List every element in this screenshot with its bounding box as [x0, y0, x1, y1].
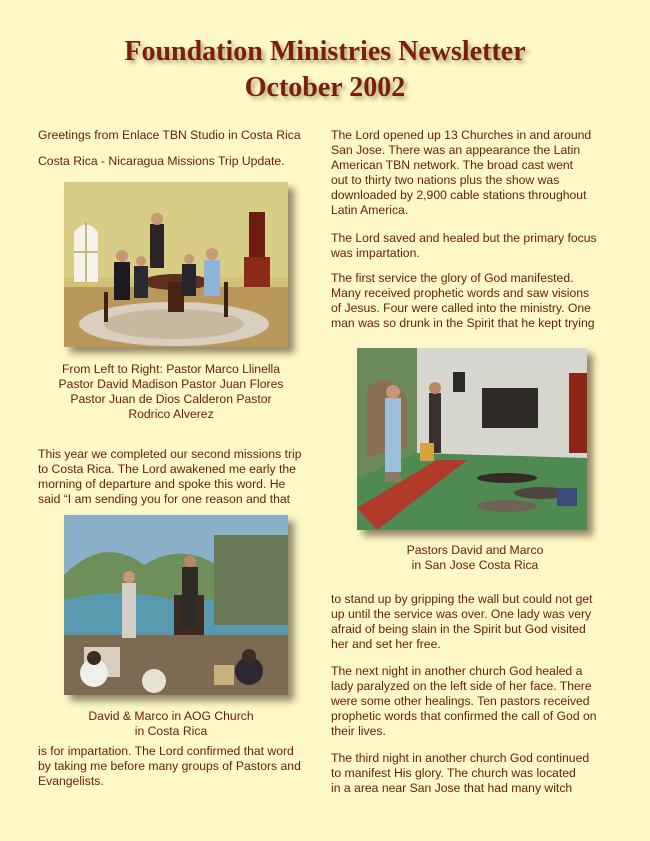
studio-photo-caption	[36, 362, 306, 422]
text-line: was impartation.	[331, 246, 420, 260]
text-line: Many received prophetic words and saw visions	[331, 286, 590, 300]
text-line: afraid of being slain in the Spirit but God visited	[331, 622, 586, 636]
aog-church-photo	[64, 515, 288, 695]
right-paragraph-3	[331, 271, 595, 331]
left-paragraph-1	[38, 447, 302, 507]
right-paragraph-4	[331, 592, 593, 652]
studio-photo	[64, 182, 288, 347]
text-line: her and set her free.	[331, 637, 441, 651]
caption-line: From Left to Right: Pastor Marco Llinella	[61, 362, 281, 376]
text-line: The Lord saved and healed but the primary focus	[331, 231, 597, 245]
text-line: of Jesus. Four were called into the ministry. One	[331, 301, 591, 315]
text-line: their lives.	[331, 724, 386, 738]
text-line: Latin America.	[331, 203, 409, 217]
right-paragraph-5	[331, 664, 597, 739]
text-line: to stand up by gripping the wall but could not get	[331, 592, 593, 606]
text-line: lady paralyzed on the left side of her face. There	[331, 679, 592, 693]
text-line: This year we completed our second missions trip	[38, 447, 302, 461]
text-line: were some other healings. Ten pastors received	[331, 694, 590, 708]
caption-line: Pastor David Madison Pastor Juan Flores	[58, 377, 284, 391]
text-line: The third night in another church God continued	[331, 751, 590, 765]
caption-line: Pastor Juan de Dios Calderon Pastor	[70, 392, 272, 406]
greeting-line: Greetings from Enlace TBN Studio in Costa Rica	[38, 128, 301, 142]
caption-line: Rodrico Alverez	[128, 407, 214, 421]
text-line: out to thirty two nations plus the show was	[331, 173, 560, 187]
text-line: The Lord opened up 13 Churches in and around	[331, 128, 592, 142]
caption-line: in San Jose Costa Rica	[411, 558, 539, 572]
trip-heading: Costa Rica - Nicaragua Missions Trip Update.	[38, 154, 285, 168]
san-jose-photo	[357, 348, 587, 530]
text-line: in a area near San Jose that had many witch	[331, 781, 573, 795]
text-line: to Costa Rica. The Lord awakened me early the	[38, 462, 296, 476]
text-line: by taking me before many groups of Pastors and	[38, 759, 301, 773]
text-line: said “I am sending you for one reason and that	[38, 492, 291, 506]
newsletter-date: October 2002	[244, 72, 406, 103]
caption-line: David & Marco in AOG Church	[88, 709, 254, 723]
text-line: morning of departure and spoke this word. He	[38, 477, 286, 491]
newsletter-title: Foundation Ministries Newsletter	[124, 36, 526, 67]
right-paragraph-1	[331, 128, 591, 218]
text-line: American TBN network. The broad cast went	[331, 158, 574, 172]
right-paragraph-2	[331, 231, 597, 261]
text-line: The next night in another church God healed a	[331, 664, 583, 678]
text-line: is for impartation. The Lord confirmed that word	[38, 744, 294, 758]
text-line: The first service the glory of God manifested.	[331, 271, 574, 285]
text-line: prophetic words that confirmed the call of God on	[331, 709, 597, 723]
text-line: to manifest His glory. The church was located	[331, 766, 576, 780]
text-line: man was so drunk in the Spirit that he kept trying	[331, 316, 595, 330]
right-paragraph-6	[331, 751, 589, 796]
san-jose-photo-caption	[340, 543, 610, 573]
caption-line: in Costa Rica	[134, 724, 208, 738]
text-line: Evangelists.	[38, 774, 104, 788]
caption-line: Pastors David and Marco	[406, 543, 544, 557]
text-line: San Jose. There was an appearance the Latin	[331, 143, 581, 157]
text-line: up until the service was over. One lady was very	[331, 607, 592, 621]
text-line: downloaded by 2,900 cable stations throughout	[331, 188, 587, 202]
aog-photo-caption	[36, 709, 306, 739]
left-paragraph-2	[38, 744, 301, 789]
